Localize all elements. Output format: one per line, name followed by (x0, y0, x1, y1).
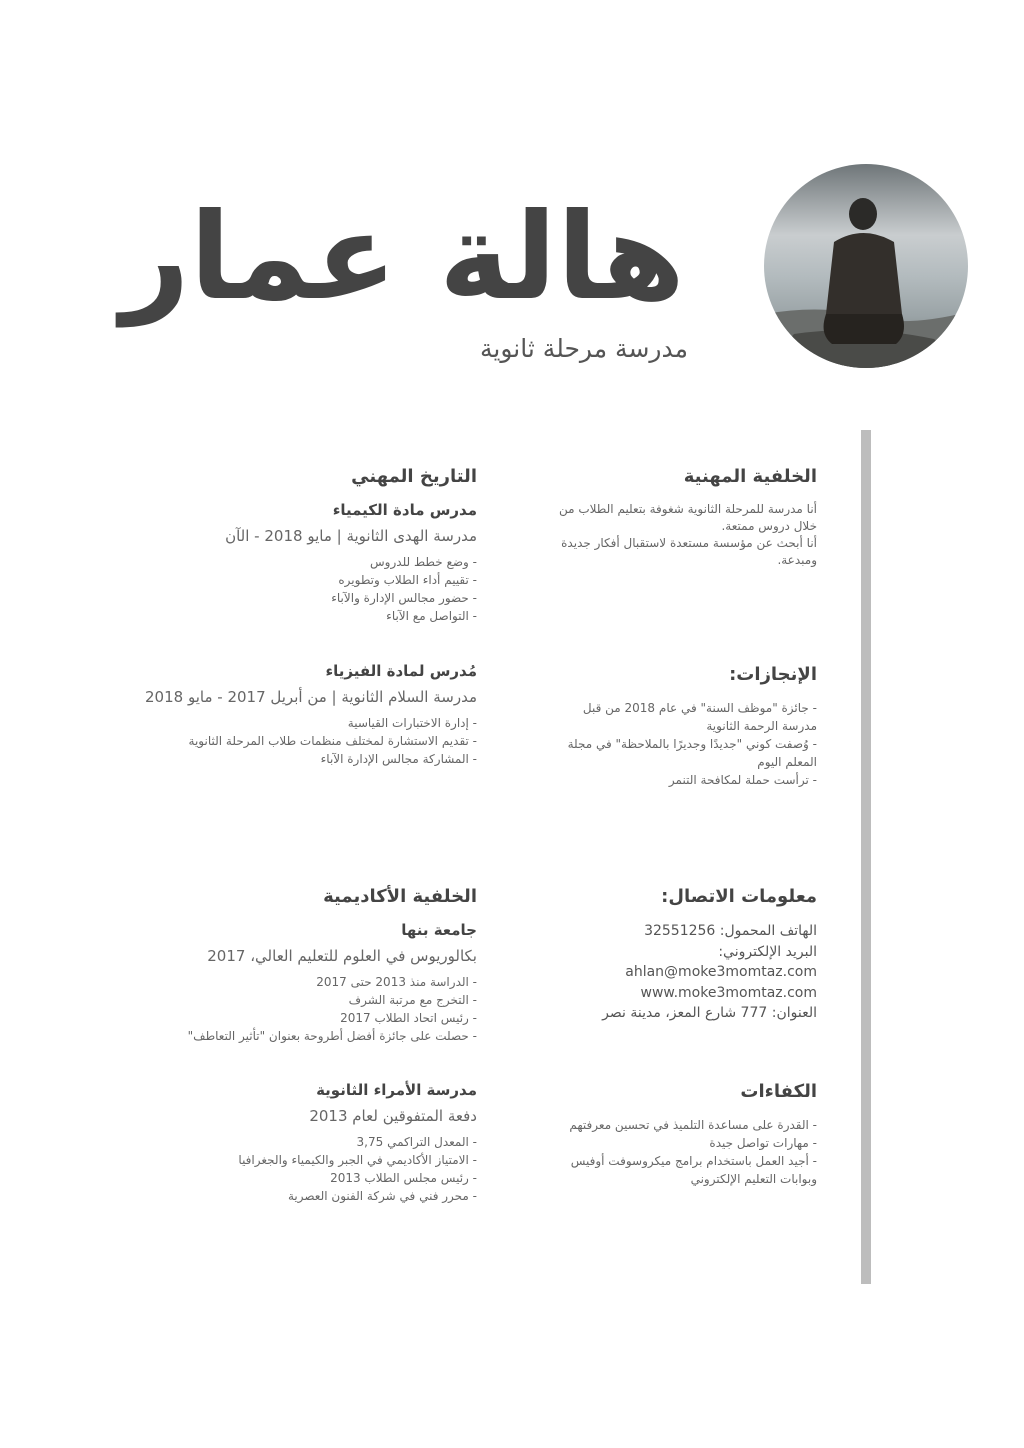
job-duty: - إدارة الاختبارات القياسية (347, 716, 477, 730)
skill-item: - القدرة على مساعدة التلميذ في تحسين معرفتهم (569, 1118, 817, 1132)
education-detail: - التخرج مع مرتبة الشرف (348, 993, 477, 1007)
job-subtitle: مدرسة السلام الثانوية | من أبريل 2017 - مايو 2018 (145, 688, 477, 706)
job-subtitle: مدرسة الهدى الثانوية | مايو 2018 - الآن (225, 527, 477, 545)
education-institution: مدرسة الأمراء الثانوية (316, 1081, 477, 1099)
education-detail: - الامتياز الأكاديمي في الجبر والكيمياء والجغرافيا (238, 1153, 477, 1167)
education-detail: - رئيس اتحاد الطلاب 2017 (340, 1011, 477, 1025)
education-detail: - المعدل التراكمي 3,75 (356, 1135, 477, 1149)
applicant-name: هالة عمار (120, 188, 685, 327)
career-title: التاريخ المهني (351, 466, 477, 487)
contact-section (547, 886, 817, 1024)
contact-address: العنوان: 777 شارع المعز، مدينة نصر (602, 1005, 817, 1021)
job-duty: - تقييم أداء الطلاب وتطويره (338, 573, 477, 587)
achievement-item: - جائزة "موظف السنة" في عام 2018 من قبل مدرسة الرحمة الثانوية (582, 701, 817, 733)
skill-item: - مهارات تواصل جيدة (709, 1136, 817, 1150)
applicant-job-title: مدرسة مرحلة ثانوية (480, 334, 688, 363)
job-title: مُدرس لمادة الفيزياء (325, 662, 477, 680)
vertical-divider (861, 430, 871, 1284)
education-detail: - حصلت على جائزة أفضل أطروحة بعنوان "تأثير التعاطف" (187, 1029, 477, 1043)
achievements-title: الإنجازات: (729, 664, 817, 685)
profile-photo (764, 164, 968, 368)
job-entry (117, 662, 477, 768)
job-duty: - المشاركة مجالس الإدارة الآباء (320, 752, 477, 766)
education-detail: - محرر فني في شركة الفنون العصرية (288, 1189, 477, 1203)
profile-section (547, 466, 817, 569)
job-duty: - حضور مجالس الإدارة والآباء (331, 591, 477, 605)
job-title: مدرس مادة الكيمياء (332, 501, 477, 519)
education-institution: جامعة بنها (401, 921, 477, 939)
career-section (117, 466, 477, 625)
job-duty: - التواصل مع الآباء (386, 609, 477, 623)
skills-title: الكفاءات (740, 1081, 817, 1102)
skill-item: - أجيد العمل باستخدام برامج ميكروسوفت أوفيس وبوابات التعليم الإلكتروني (570, 1154, 817, 1186)
education-entry (117, 1081, 477, 1205)
achievement-item: - ترأست حملة لمكافحة التنمر (668, 773, 817, 787)
education-degree: دفعة المتفوقين لعام 2013 (309, 1107, 477, 1125)
education-detail: - الدراسة منذ 2013 حتى 2017 (316, 975, 477, 989)
achievement-item: - وُصفت كوني "جديدًا وجديرًا بالملاحظة" في مجلة المعلم اليوم (567, 737, 817, 769)
profile-text-2: أنا أبحث عن مؤسسة مستعدة لاستقبال أفكار جديدة ومبدعة. (561, 536, 817, 567)
job-duty: - تقديم الاستشارة لمختلف منظمات طلاب المرحلة الثانوية (188, 734, 477, 748)
contact-mobile: الهاتف المحمول: 32551256 (644, 923, 817, 939)
profile-text-1: أنا مدرسة للمرحلة الثانوية شغوفة بتعليم الطلاب من خلال دروس ممتعة. (558, 502, 817, 533)
job-duty: - وضع خطط للدروس (370, 555, 477, 569)
education-title: الخلفية الأكاديمية (323, 886, 477, 907)
contact-title: معلومات الاتصال: (661, 886, 817, 907)
education-entry (117, 921, 477, 1045)
contact-email-label: البريد الإلكتروني: (718, 943, 817, 960)
contact-email[interactable]: ahlan@moke3momtaz.com (625, 964, 817, 980)
skills-section (547, 1081, 817, 1188)
education-degree: بكالوريوس في العلوم للتعليم العالي، 2017 (207, 947, 477, 965)
job-entry (117, 501, 477, 625)
education-section (117, 886, 477, 1045)
achievements-section (547, 664, 817, 789)
contact-website[interactable]: www.moke3momtaz.com (640, 984, 817, 1001)
education-detail: - رئيس مجلس الطلاب 2013 (330, 1171, 477, 1185)
profile-title: الخلفية المهنية (683, 466, 817, 487)
